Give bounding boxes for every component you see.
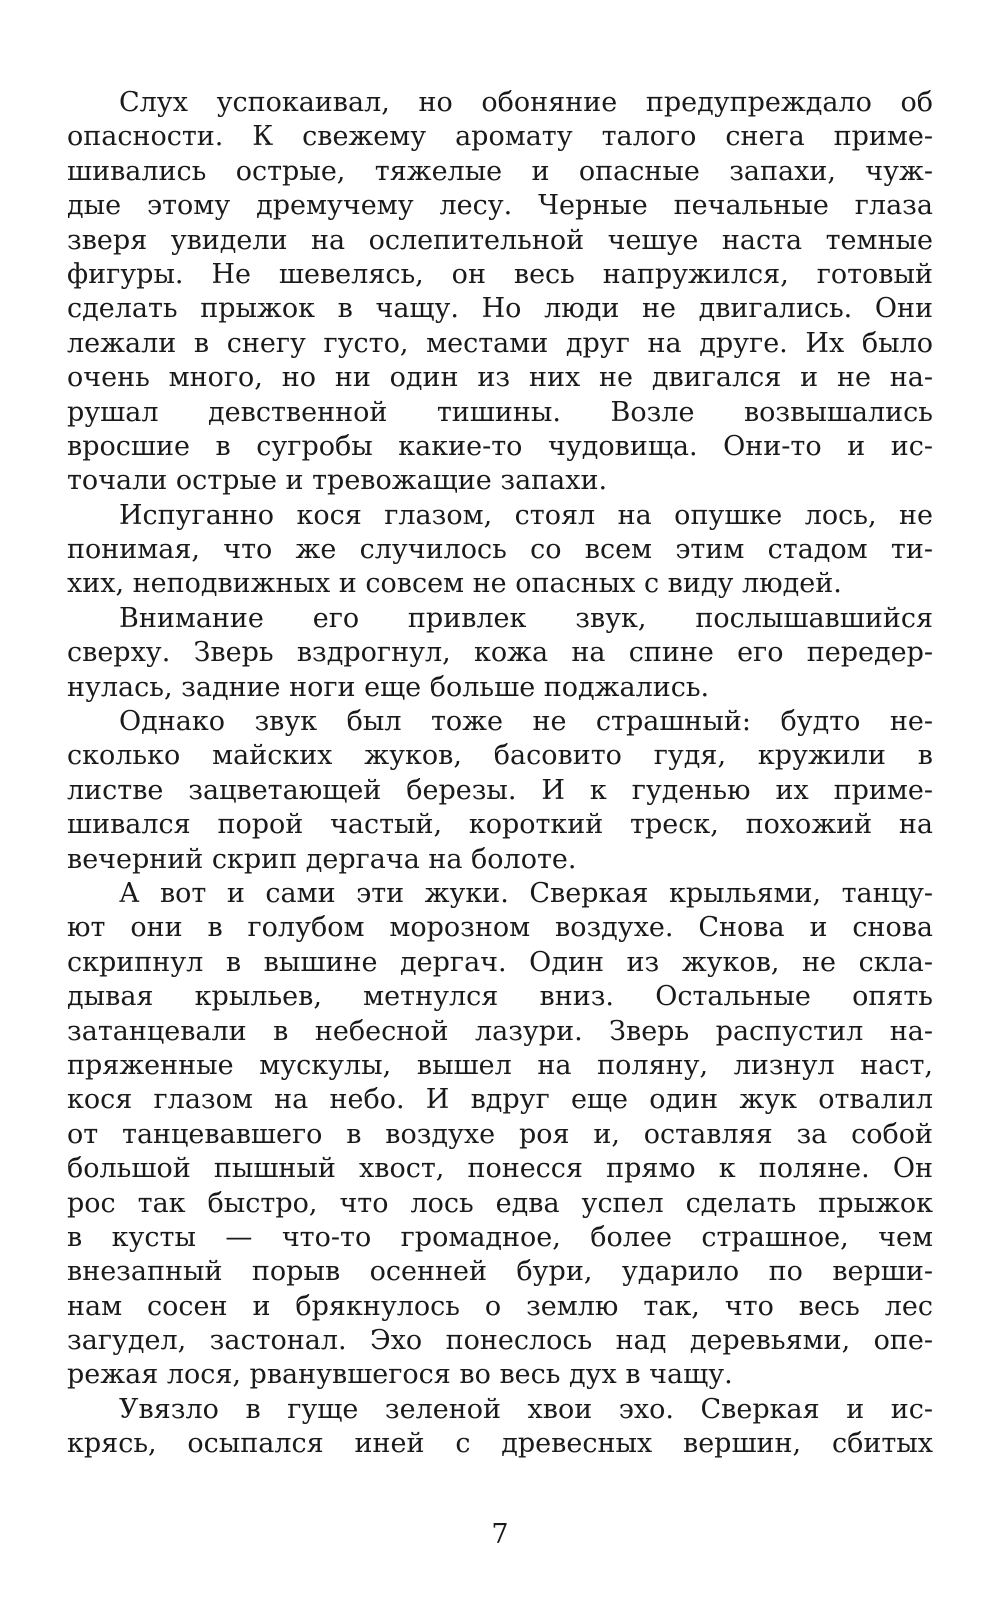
text-line: нулась, задние ноги еще больше поджались. [67,671,710,703]
text-line: лежали в снегу густо, местами друг на друге. Их было [67,327,933,359]
text-line: ют они в голубом морозном воздухе. Снова и снова [67,912,933,944]
text-line: листве зацветающей березы. И к гуденью их приме- [67,774,933,806]
text-line: крясь, осыпался иней с древесных вершин, сбитых [67,1428,933,1460]
text-line: опасности. К свежему аромату талого снега приме- [67,121,933,153]
text-line: хих, неподвижных и совсем не опасных с виду людей. [67,568,842,600]
text-line: большой пышный хвост, понесся прямо к поляне. Он [67,1153,933,1185]
text-line: вросшие в сугробы какие-то чудовища. Они-то и ис- [67,430,933,462]
text-line: шивались острые, тяжелые и опасные запахи, чуж- [67,155,933,187]
text-line: рушал девственной тишины. Возле возвышались [67,396,933,428]
text-line: дые этому дремучему лесу. Черные печальные глаза [67,190,933,222]
text-line: точали острые и тревожащие запахи. [67,465,608,497]
text-line: внезапный порыв осенней бури, ударило по верши- [67,1256,933,1288]
text-line: А вот и сами эти жуки. Сверкая крыльями, танцу- [119,877,933,909]
page-number: 7 [491,1519,509,1550]
text-line: режая лося, рванувшегося во весь дух в чащу. [67,1359,733,1391]
paragraph [67,877,933,1393]
text-line: очень много, но ни один из них не двигался и не на- [67,362,933,394]
text-line: нам сосен и брякнулось о землю так, что весь лес [67,1290,933,1322]
book-page-text [67,86,933,1462]
text-line: вечерний скрип дергача на болоте. [67,843,577,875]
paragraph [67,86,933,499]
text-line: рос так быстро, что лось едва успел сделать прыжок [67,1187,933,1219]
text-line: Слух успокаивал, но обоняние предупреждало об [119,87,933,118]
text-line: Однако звук был тоже не страшный: будто не- [119,706,933,738]
text-line: дывая крыльев, метнулся вниз. Остальные опять [67,981,933,1013]
text-line: кося глазом на небо. И вдруг еще один жук отвалил [67,1084,933,1116]
text-line: сделать прыжок в чащу. Но люди не двигались. Они [67,293,933,325]
paragraph [67,1393,933,1462]
text-line: сколько майских жуков, басовито гудя, кружили в [67,740,933,772]
text-line: шивался порой частый, короткий треск, похожий на [67,809,933,841]
text-line: от танцевавшего в воздухе роя и, оставляя за собой [67,1118,933,1150]
text-line: Увязло в гуще зеленой хвои эхо. Сверкая и ис- [119,1393,933,1425]
text-line: Испуганно кося глазом, стоял на опушке лось, не [119,499,933,531]
text-line: затанцевали в небесной лазури. Зверь распустил на- [67,1015,933,1047]
text-line: в кусты — что-то громадное, более страшное, чем [67,1221,933,1253]
paragraph [67,499,933,602]
text-line: скрипнул в вышине дергач. Один из жуков, не скла- [67,946,933,978]
paragraph [67,705,933,877]
text-line: зверя увидели на ослепительной чешуе наста темные [67,224,933,256]
text-line: понимая, что же случилось со всем этим стадом ти- [67,534,933,566]
text-line: пряженные мускулы, вышел на поляну, лизнул наст, [67,1049,933,1081]
text-line: фигуры. Не шевелясь, он весь напружился, готовый [67,258,933,290]
text-line: Внимание его привлек звук, послышавшийся [119,602,933,634]
text-line: загудел, застонал. Эхо понеслось над деревьями, опе- [67,1325,933,1357]
text-line: сверху. Зверь вздрогнул, кожа на спине его передер- [67,637,933,669]
paragraph [67,602,933,705]
